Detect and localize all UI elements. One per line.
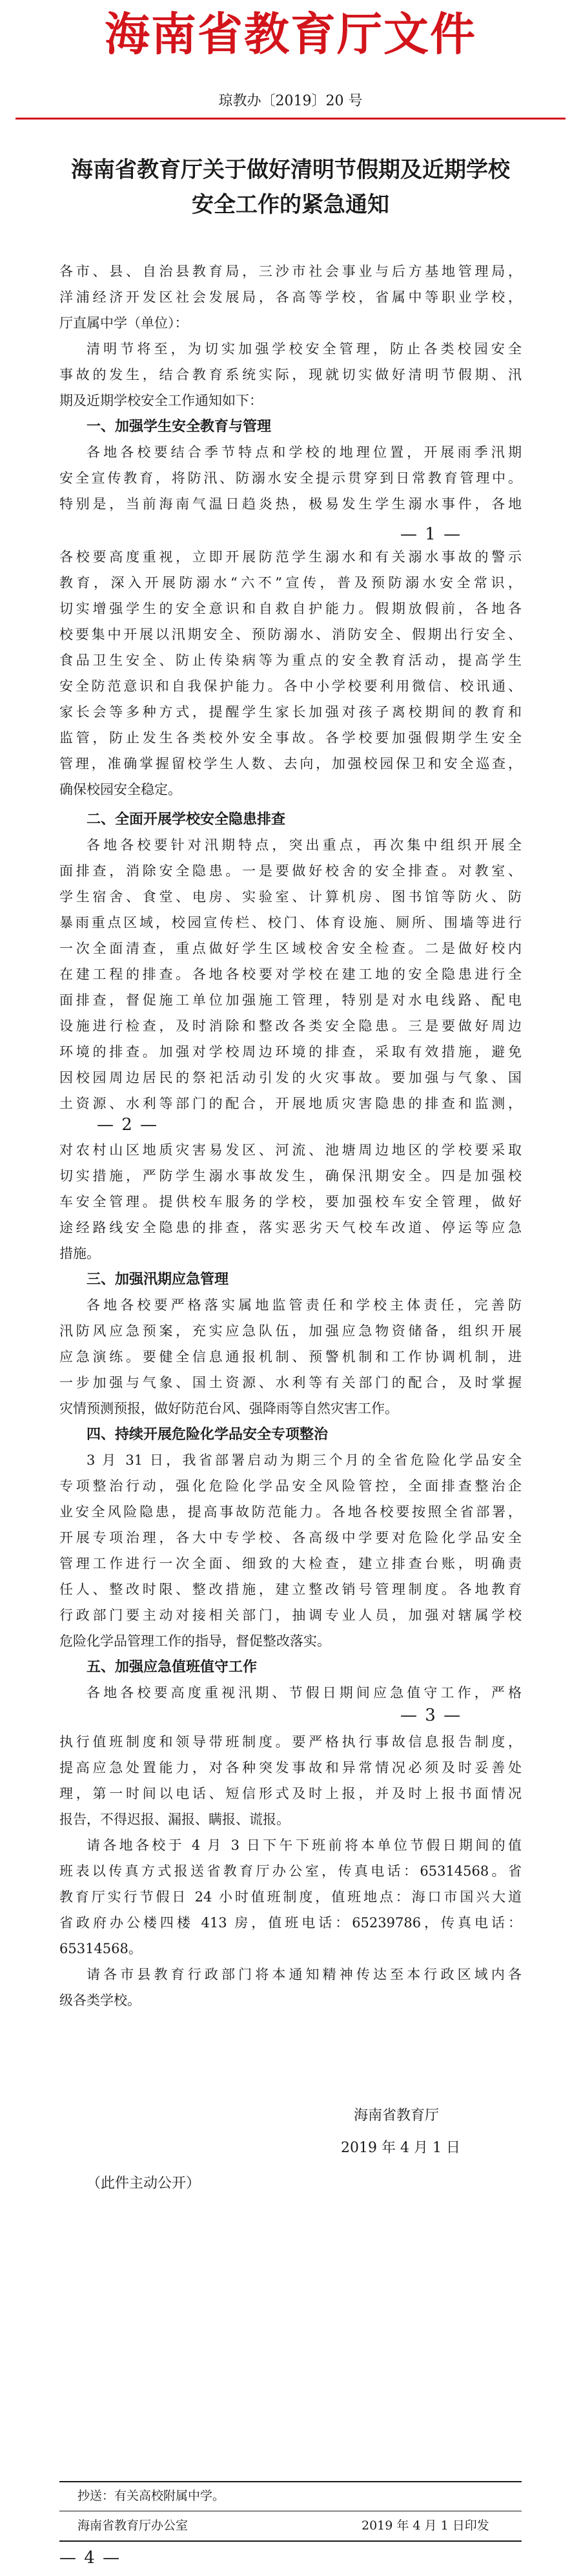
body-line: 一次全面清查，重点做好学生区域校舍安全检查。二是做好校内	[59, 941, 522, 956]
body-line: 途经路线安全隐患的排查，落实恶劣天气校车改道、停运等应急	[59, 1220, 522, 1235]
body-line: 报告，不得迟报、漏报、瞒报、谎报。	[59, 1812, 290, 1827]
signature-date: 2019 年 4 月 1 日	[341, 2140, 460, 2156]
body-line: 车安全管理。提供校车服务的学校，要加强校车安全管理，做好	[59, 1194, 522, 1209]
body-line: 面排查，督促施工单位加强施工管理，特别是对水电线路、配电	[59, 992, 522, 1008]
body-line: 土资源、水利等部门的配合，开展地质灾害隐患的排查和监测，	[59, 1096, 522, 1111]
issuer-office: 海南省教育厅办公室	[77, 2518, 189, 2533]
document-header-title: 海南省教育厅文件	[105, 7, 476, 61]
body-line: 各地各校要严格落实属地监管责任和学校主体责任，完善防	[87, 1297, 522, 1313]
body-line: 设施进行检查，及时消除和整改各类安全隐患。三是要做好周边	[59, 1018, 522, 1034]
body-line: 措施。	[59, 1246, 100, 1261]
body-line: 级各类学校。	[59, 1993, 141, 2008]
intro-line: 期及近期学校安全工作通知如下：	[59, 393, 263, 408]
body-line: 请各市县教育行政部门将本通知精神传达至本行政区域内各	[87, 1967, 522, 1982]
cc-line: 抄送：有关高校附属中学。	[77, 2489, 225, 2503]
addressee-line: 洋浦经济开发区社会发展局，各高等学校，省属中等职业学校，	[59, 289, 522, 305]
body-line: 管理工作进行一次全面、细致的大检查，建立排查台账，明确责	[59, 1556, 522, 1571]
addressee-line: 厅直属中学（单位）：	[59, 315, 189, 331]
body-line: 理，第一时间以电话、短信形式及时上报，并及时上报书面情况	[59, 1786, 522, 1801]
body-line: 业安全风险隐患，提高事故防范能力。各地各校要按照全省部署，	[59, 1504, 522, 1520]
section-2-body-page-3	[59, 1137, 522, 1266]
body-line: 校要集中开展以汛期安全、预防溺水、消防安全、假期出行安全、	[59, 627, 522, 642]
section-1-body-page-1	[59, 439, 522, 517]
body-line: 确保校园安全稳定。	[59, 782, 181, 797]
body-line: 监管，防止发生各类校外安全事故。各学校要加强假期学生安全	[59, 730, 522, 746]
intro-line: 清明节将至，为切实加强学校安全管理，防止各类校园安全	[87, 341, 522, 357]
body-line: 切实措施，严防学生溺水事故发生，确保汛期安全。四是加强校	[59, 1168, 522, 1184]
page-number: — 3 —	[400, 1706, 462, 1725]
document-title-line-1: 海南省教育厅关于做好清明节假期及近期学校	[71, 157, 510, 183]
body-line: 因校园周边居民的祭祀活动引发的火灾事故。要加强与气象、国	[59, 1070, 522, 1085]
body-line: 特别是，当前海南气温日趋炎热，极易发生学生溺水事件，各地	[59, 496, 522, 512]
body-line: 行政部门要主动对接相关部门，抽调专业人员，加强对辖属学校	[59, 1607, 522, 1623]
page-number: — 4 —	[59, 2548, 121, 2568]
body-line: 应急演练。要健全信息通报机制、预警机制和工作协调机制，进	[59, 1349, 522, 1365]
print-date: 2019 年 4 月 1 日印发	[362, 2518, 489, 2533]
body-line: 安全宣传教育，将防汛、防溺水安全提示贯穿到日常教育管理中。	[59, 470, 522, 486]
body-line: 提高应急处置能力，对各种突发事故和异常情况必须及时妥善处	[59, 1760, 522, 1775]
body-line: 3 月 31 日，我省部署启动为期三个月的全省危险化学品安全	[87, 1452, 522, 1468]
body-line: 各地各校要高度重视汛期、节假日期间应急值守工作，严格	[87, 1685, 522, 1701]
section-5-body-page-4	[59, 1729, 522, 2013]
body-line: 切实增强学生的安全意识和自救自护能力。假期放假前，各地各	[59, 601, 522, 616]
body-line: 管理，准确掌握留校学生人数、去向，加强校园保卫和安全巡查，	[59, 756, 522, 771]
page-number: — 2 —	[97, 1115, 159, 1135]
body-line: 开展专项治理，各大中专学校、各高级中学要对危险化学品安全	[59, 1530, 522, 1545]
body-line: 一步加强与气象、国土资源、水利等有关部门的配合，及时掌握	[59, 1375, 522, 1390]
section-4-heading: 四、持续开展危险化学品安全专项整治	[87, 1426, 329, 1443]
body-line: 省政府办公楼四楼 413 房，值班电话：65239786，传真电话：	[59, 1915, 522, 1931]
body-line: 各校要高度重视，立即开展防范学生溺水和有关溺水事故的警示	[59, 549, 522, 565]
body-line: 65314568。	[59, 1941, 142, 1956]
public-disclosure-note: （此件主动公开）	[87, 2175, 201, 2192]
section-1-body-page-2	[59, 544, 522, 802]
body-line: 危险化学品管理工作的指导，督促整改落实。	[59, 1633, 331, 1649]
body-line: 各地各校要针对汛期特点，突出重点，再次集中组织开展全	[87, 837, 522, 853]
section-3-heading: 三、加强汛期应急管理	[87, 1271, 229, 1288]
body-line: 食品卫生安全、防止传染病等为重点的安全教育活动，提高学生	[59, 653, 522, 668]
body-line: 灾情预测预报，做好防范台风、强降雨等自然灾害工作。	[59, 1401, 398, 1416]
body-line: 家长会等多种方式，提醒学生家长加强对孩子离校期间的教育和	[59, 704, 522, 720]
footer-top-rule	[59, 2481, 522, 2482]
document-number: 琼教办〔2019〕20 号	[218, 93, 363, 109]
document-title-line-2: 安全工作的紧急通知	[192, 192, 389, 218]
section-2-body-page-2	[59, 832, 522, 1116]
addressee-and-intro	[59, 258, 522, 414]
signature-organization: 海南省教育厅	[354, 2108, 440, 2124]
section-3-body	[59, 1292, 522, 1421]
section-5-heading: 五、加强应急值班值守工作	[87, 1659, 258, 1675]
body-line: 对农村山区地质灾害易发区、河流、池塘周边地区的学校要采取	[59, 1142, 522, 1158]
body-line: 执行值班制度和领导带班制度。要严格执行事故信息报告制度，	[59, 1734, 522, 1750]
footer-bottom-rule	[59, 2540, 522, 2542]
section-5-body-page-3	[59, 1680, 522, 1706]
section-4-body	[59, 1447, 522, 1654]
body-line: 专项整治行动，强化危险化学品安全风险管控，全面排查整治企	[59, 1478, 522, 1494]
body-line: 面排查，消除安全隐患。一是要做好校舍的安全排查。对教室、	[59, 863, 522, 879]
page-number: — 1 —	[400, 525, 462, 544]
body-line: 环境的排查。加强对学校周边环境的排查，采取有效措施，避免	[59, 1044, 522, 1060]
header-red-divider	[15, 118, 566, 120]
addressee-line: 各市、县、自治县教育局，三沙市社会事业与后方基地管理局，	[59, 264, 522, 279]
body-line: 任人、整改时限、整改措施，建立整改销号管理制度。各地教育	[59, 1582, 522, 1597]
body-line: 班表以传真方式报送省教育厅办公室，传真电话：65314568。省	[59, 1863, 522, 1879]
body-line: 安全防范意识和自我保护能力。各中小学校要利用微信、校讯通、	[59, 678, 522, 694]
body-line: 暴雨重点区域，校园宣传栏、校门、体育设施、厕所、围墙等进行	[59, 915, 522, 930]
body-line: 各地各校要结合季节特点和学校的地理位置，开展雨季汛期	[87, 445, 522, 460]
body-line: 在建工程的排查。各地各校要对学校在建工地的安全隐患进行全	[59, 967, 522, 982]
intro-line: 事故的发生，结合教育系统实际，现就切实做好清明节假期、汛	[59, 367, 522, 382]
section-2-heading: 二、全面开展学校安全隐患排查	[87, 811, 286, 828]
section-1-heading: 一、加强学生安全教育与管理	[87, 418, 272, 435]
body-line: 教育厅实行节假日 24 小时值班制度，值班地点：海口市国兴大道	[59, 1889, 522, 1905]
body-line: 学生宿舍、食堂、电房、实验室、计算机房、图书馆等防火、防	[59, 889, 522, 905]
body-line: 教育，深入开展防溺水“六不”宣传，普及预防溺水安全常识，	[59, 575, 522, 591]
body-line: 汛防风应急预案，充实应急队伍，加强应急物资储备，组织开展	[59, 1323, 522, 1339]
body-line: 请各地各校于 4 月 3 日下午下班前将本单位节假日期间的值	[87, 1838, 522, 1853]
